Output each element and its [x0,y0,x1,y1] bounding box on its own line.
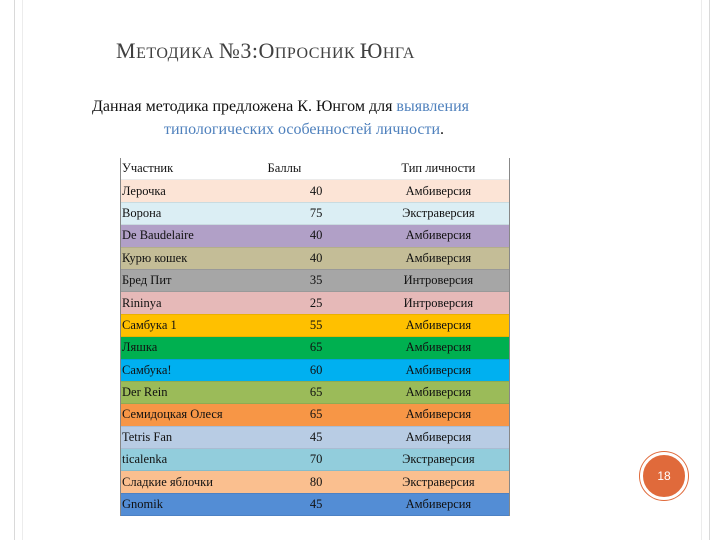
cell-score: 65 [266,337,367,359]
slide-subtitle [92,95,612,141]
cell-type: Амбиверсия [367,426,510,448]
title-part: О [258,38,275,63]
cell-score: 55 [266,314,367,336]
page-number-badge: 18 [640,452,688,500]
cell-type: Амбиверсия [367,381,510,403]
cell-participant: Der Rein [120,381,266,403]
cell-type: Амбиверсия [367,247,510,269]
table-row [120,381,510,403]
results-table [120,158,510,516]
title-part: №3: [218,38,259,63]
title-part: ПРОСНИК [274,45,360,62]
table-row [120,493,510,515]
cell-score: 45 [266,493,367,515]
cell-score: 75 [266,202,367,224]
cell-score: 65 [266,404,367,426]
cell-type: Экстраверсия [367,202,510,224]
cell-participant: Курю кошек [120,247,266,269]
cell-participant: Сладкие яблочки [120,471,266,493]
cell-score: 25 [266,292,367,314]
table-left-border [120,158,121,516]
cell-participant: Самбука! [120,359,266,381]
cell-type: Амбиверсия [367,225,510,247]
table-right-border [509,158,510,516]
cell-type: Интроверсия [367,269,510,291]
cell-type: Амбиверсия [367,180,510,202]
cell-score: 70 [266,449,367,471]
table-header-row [120,158,510,180]
cell-participant: Rininya [120,292,266,314]
title-part: М [116,38,137,63]
cell-type: Амбиверсия [367,359,510,381]
subtitle-highlight: выявления [396,98,469,115]
title-part: Ю [359,38,383,63]
header-score: Баллы [266,158,367,180]
title-part: НГА [382,45,415,62]
cell-participant: Tetris Fan [120,426,266,448]
cell-score: 35 [266,269,367,291]
cell-participant: Ворона [120,202,266,224]
header-type: Тип личности [367,158,510,180]
table-row [120,269,510,291]
cell-score: 80 [266,471,367,493]
slide-title [116,38,415,64]
cell-score: 60 [266,359,367,381]
cell-participant: Самбука 1 [120,314,266,336]
cell-participant: ticalenka [120,449,266,471]
table-row [120,449,510,471]
subtitle-text: Данная методика предложена К. Юнгом для [92,98,397,115]
cell-type: Амбиверсия [367,314,510,336]
cell-participant: Семидоцкая Олеся [120,404,266,426]
table-row [120,359,510,381]
table-row [120,337,510,359]
table-row [120,225,510,247]
table-row [120,202,510,224]
table-row [120,292,510,314]
cell-type: Амбиверсия [367,493,510,515]
table-row [120,314,510,336]
cell-score: 40 [266,247,367,269]
cell-score: 45 [266,426,367,448]
table-row [120,404,510,426]
table-row [120,426,510,448]
cell-type: Интроверсия [367,292,510,314]
subtitle-highlight: типологических особенностей личности [164,121,441,138]
header-participant: Участник [120,158,266,180]
cell-score: 65 [266,381,367,403]
table-row [120,471,510,493]
cell-type: Амбиверсия [367,337,510,359]
cell-participant: Gnomik [120,493,266,515]
cell-type: Экстраверсия [367,449,510,471]
table-row [120,180,510,202]
cell-participant: De Baudelaire [120,225,266,247]
cell-participant: Бред Пит [120,269,266,291]
cell-participant: Лерочка [120,180,266,202]
cell-participant: Ляшка [120,337,266,359]
cell-score: 40 [266,180,367,202]
subtitle-text: . [440,121,445,138]
cell-score: 40 [266,225,367,247]
cell-type: Экстраверсия [367,471,510,493]
title-part: ЕТОДИКА [136,45,219,62]
table-row [120,247,510,269]
cell-type: Амбиверсия [367,404,510,426]
